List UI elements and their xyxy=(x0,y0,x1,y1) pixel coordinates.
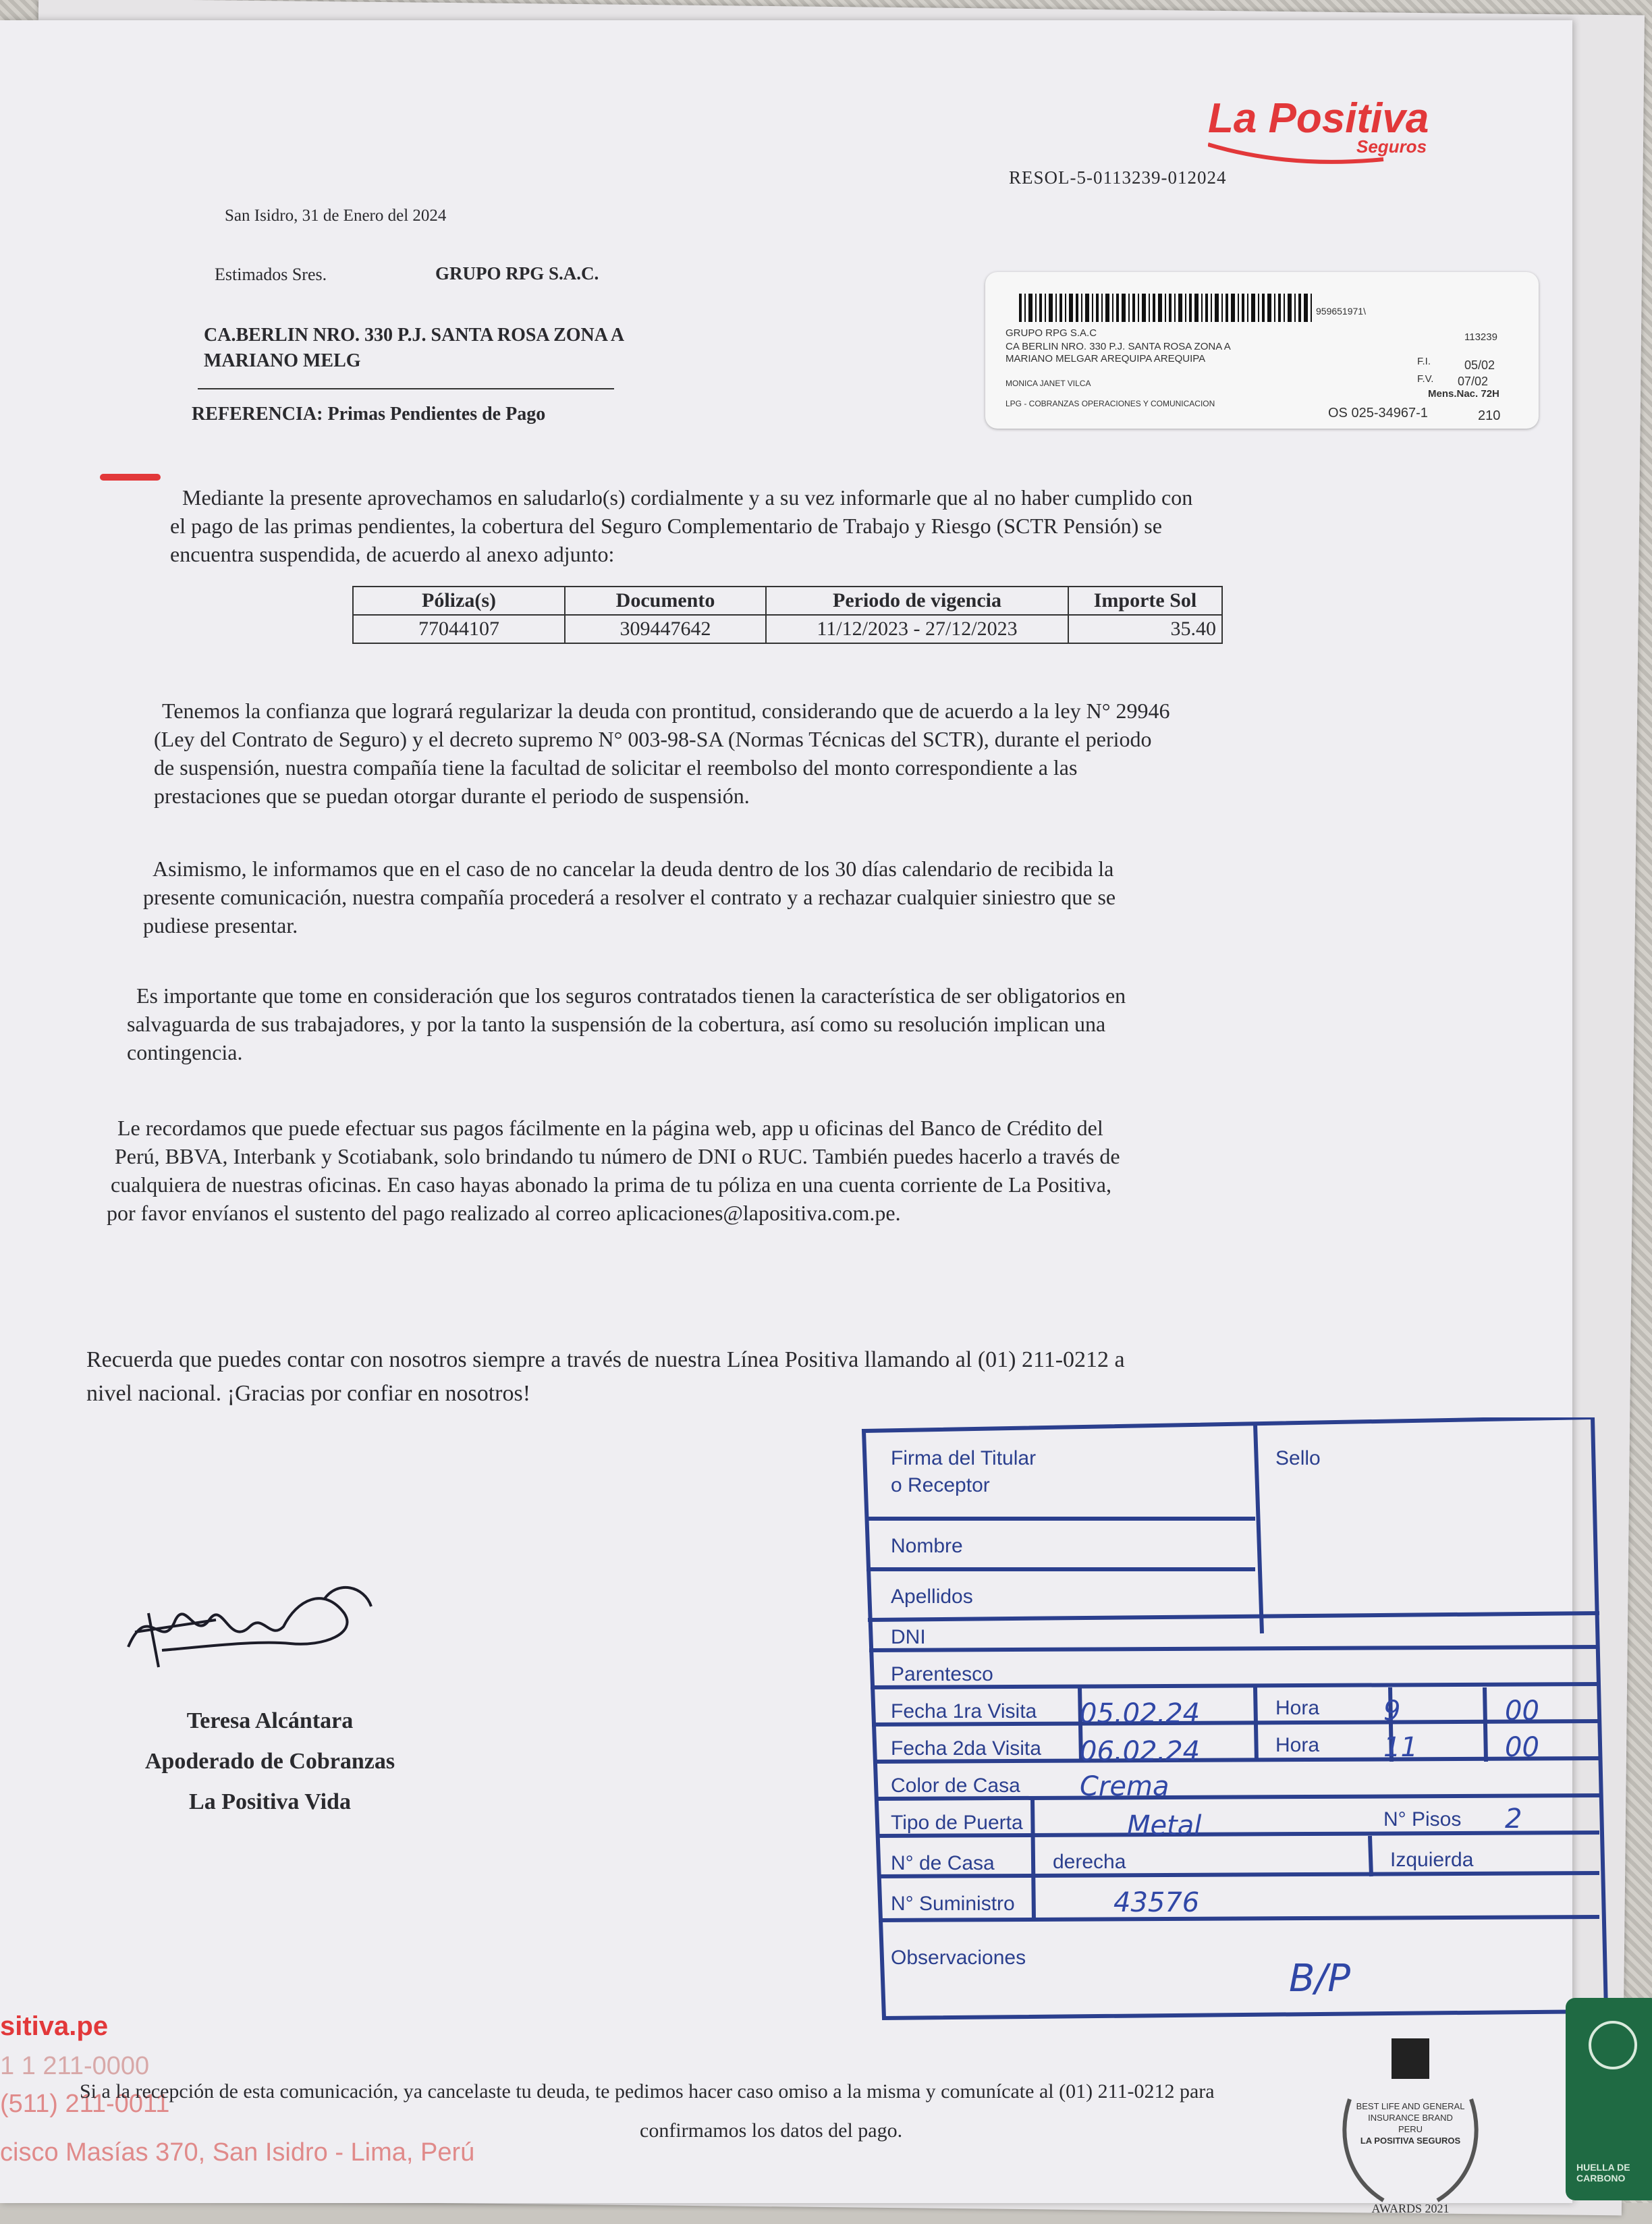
text-line: Es importante que tome en consideración que los seguros contratados tienen la característica de ser obligatorios en xyxy=(136,983,1126,1008)
badge-line-1: HUELLA DE xyxy=(1576,2162,1630,2173)
handwritten-pisos: 2 xyxy=(1505,1803,1522,1835)
text-line: Asimismo, le informamos que en el caso de no cancelar la deuda dentro de los 30 días calendario de recibida la xyxy=(153,857,1114,881)
address-line: CA.BERLIN NRO. 330 P.J. SANTA ROSA ZONA A xyxy=(204,325,625,346)
footer-phone-1: 1 1 211-0000 xyxy=(0,2052,150,2080)
table-cell: 11/12/2023 - 27/12/2023 xyxy=(766,615,1068,643)
award-line-5: AWARDS 2021 xyxy=(1371,2202,1450,2215)
logo-swoosh xyxy=(1208,135,1478,169)
stamp-label-pisos: N° Pisos xyxy=(1383,1808,1462,1830)
table-cell: 35.40 xyxy=(1068,615,1222,643)
label-dept: LPG - COBRANZAS OPERACIONES Y COMUNICACION xyxy=(1006,399,1215,408)
text-line: nivel nacional. ¡Gracias por confiar en nosotros! xyxy=(86,1381,531,1406)
label-person: MONICA JANET VILCA xyxy=(1006,379,1091,388)
text-line: Recuerda que puedes contar con nosotros siempre a través de nuestra Línea Positiva llamando al (01) 211-0212 a xyxy=(86,1347,1125,1372)
logo-subtext: Seguros xyxy=(1356,136,1427,157)
award-line-4: LA POSITIVA SEGUROS xyxy=(1360,2136,1461,2146)
footer-note-line: Si a la recepción de esta comunicación, ya cancelaste tu deuda, te pedimos hacer caso omiso a la misma y comunícate al (01) 211-0212 para xyxy=(80,2080,1215,2103)
signer-name: Teresa Alcántara xyxy=(186,1708,354,1733)
resolution-number: RESOL-5-0113239-012024 xyxy=(1009,167,1227,188)
carbon-footprint-badge xyxy=(1566,1998,1652,2200)
stamp-label-fecha2: Fecha 2da Visita xyxy=(891,1737,1041,1760)
stamp-label-suministro: N° Suministro xyxy=(891,1893,1015,1915)
stamp-label-fecha1: Fecha 1ra Visita xyxy=(891,1700,1037,1723)
text-line: (Ley del Contrato de Seguro) y el decreto supremo N° 003-98-SA (Normas Técnicas del SCTR), durante el periodo xyxy=(154,727,1152,751)
greeting: Estimados Sres. xyxy=(215,265,327,284)
text-line: por favor envíanos el sustento del pago realizado al correo aplicaciones@lapositiva.com.pe. xyxy=(107,1201,901,1225)
delivery-stamp-form xyxy=(857,1417,1652,2025)
text-line: Mediante la presente aprovechamos en saludarlo(s) cordialmente y a su vez informarle que al no haber cumplido con xyxy=(182,485,1193,510)
paragraph-6 xyxy=(86,1343,1436,1411)
stamp-label-hora1: Hora xyxy=(1275,1697,1320,1719)
text-line: Le recordamos que puede efectuar sus pagos fácilmente en la página web, app u oficinas del Banco de Crédito del xyxy=(117,1116,1103,1140)
badge-line-2: CARBONO xyxy=(1576,2173,1626,2184)
label-fv: 07/02 xyxy=(1458,375,1489,388)
stamp-label-ncasa: N° de Casa xyxy=(891,1852,995,1874)
award-laurel-icon xyxy=(1323,2038,1498,2221)
stamp-label-color: Color de Casa xyxy=(891,1774,1020,1797)
policy-table xyxy=(352,586,1223,644)
stamp-label-dni: DNI xyxy=(891,1626,926,1648)
award-badge xyxy=(1323,2038,1498,2221)
stamp-label-receptor: o Receptor xyxy=(891,1474,990,1496)
stamp-label-sello: Sello xyxy=(1275,1447,1321,1469)
label-address-2: MARIANO MELGAR AREQUIPA AREQUIPA xyxy=(1006,353,1206,364)
stamp-label-obs: Observaciones xyxy=(891,1947,1026,1969)
footer-note-line: confirmamos los datos del pago. xyxy=(640,2119,903,2142)
leaf-icon xyxy=(1566,1998,1652,2079)
shipping-label xyxy=(985,272,1539,429)
label-fi: 05/02 xyxy=(1464,358,1495,372)
stamp-label-nombre: Nombre xyxy=(891,1535,963,1557)
text-line: prestaciones que se puedan otorgar durante el periodo de suspensión. xyxy=(154,784,750,808)
handwritten-tipo: Metal xyxy=(1127,1810,1202,1841)
text-line: el pago de las primas pendientes, la cobertura del Seguro Complementario de Trabajo y Riesgo (SCTR Pensión) se xyxy=(170,514,1162,538)
text-line: de suspensión, nuestra compañía tiene la facultad de solicitar el reembolso del monto correspondiente a las xyxy=(154,755,1078,780)
handwritten-suministro: 43576 xyxy=(1113,1887,1200,1918)
handwritten-fecha1: 05.02.24 xyxy=(1080,1698,1201,1729)
label-fi-label: F.I. xyxy=(1417,356,1431,367)
stamp-label-hora2: Hora xyxy=(1275,1734,1320,1756)
logo-text: La Positiva xyxy=(1208,95,1429,142)
paragraph-2 xyxy=(154,697,1436,810)
column-header: Documento xyxy=(565,587,766,615)
paragraph-5 xyxy=(107,1114,1429,1227)
paragraph-1 xyxy=(170,483,1405,568)
stamp-label-derecha: derecha xyxy=(1053,1851,1126,1873)
footer-phone-2: (511) 211-0011 xyxy=(0,2090,170,2118)
column-header: Periodo de vigencia xyxy=(766,587,1068,615)
award-line-1: BEST LIFE AND GENERAL xyxy=(1356,2101,1465,2111)
recipient-address xyxy=(204,323,624,374)
footer-address: cisco Masías 370, San Isidro - Lima, Perú xyxy=(0,2138,475,2167)
label-mens: Mens.Nac. 72H xyxy=(1428,388,1499,400)
letter-page xyxy=(0,20,1572,2215)
text-line: encuentra suspendida, de acuerdo al anexo adjunto: xyxy=(170,542,615,566)
handwritten-color: Crema xyxy=(1080,1771,1169,1802)
letter-date: San Isidro, 31 de Enero del 2024 xyxy=(225,207,447,225)
text-line: Perú, BBVA, Interbank y Scotiabank, solo brindando tu número de DNI o RUC. También puedes hacerlo a través de xyxy=(115,1144,1120,1168)
divider xyxy=(198,388,614,389)
handwritten-hora2: 11 xyxy=(1383,1732,1418,1763)
stamp-label-parentesco: Parentesco xyxy=(891,1663,993,1685)
stamp-label-tipo: Tipo de Puerta xyxy=(891,1812,1023,1834)
award-line-2: INSURANCE BRAND xyxy=(1368,2113,1453,2123)
signer-block xyxy=(94,1701,445,1822)
address-line: MARIANO MELG xyxy=(204,350,361,371)
reference-text: Primas Pendientes de Pago xyxy=(327,404,546,425)
handwritten-obs: B/P xyxy=(1289,1957,1351,2001)
text-line: cualquiera de nuestras oficinas. En caso hayas abonado la prima de tu póliza en una cuenta corriente de La Positiva, xyxy=(111,1172,1111,1197)
recipient-company: GRUPO RPG S.A.C. xyxy=(435,263,599,283)
table-cell: 309447642 xyxy=(565,615,766,643)
reference xyxy=(192,404,545,425)
handwritten-min2: 00 xyxy=(1505,1732,1539,1763)
text-line: presente comunicación, nuestra compañía procederá a resolver el contrato y a rechazar cualquier siniestro que se xyxy=(143,885,1116,909)
text-line: pudiese presentar. xyxy=(143,913,298,938)
label-company: GRUPO RPG S.A.C xyxy=(1006,327,1097,339)
handwritten-signature xyxy=(121,1573,405,1674)
text-line: Tenemos la confianza que logrará regularizar la deuda con prontitud, considerando que de acuerdo a la ley N° 29946 xyxy=(162,699,1170,723)
column-header: Importe Sol xyxy=(1068,587,1222,615)
stamp-label-izquierda: Izquierda xyxy=(1390,1849,1474,1871)
barcode-number: 959651971\ xyxy=(1316,306,1366,317)
label-address-1: CA BERLIN NRO. 330 P.J. SANTA ROSA ZONA A xyxy=(1006,341,1231,352)
paragraph-4 xyxy=(127,981,1423,1066)
red-accent-mark xyxy=(100,474,161,481)
handwritten-min1: 00 xyxy=(1505,1696,1539,1727)
handwritten-hora1: 9 xyxy=(1383,1696,1401,1727)
stamp-label-apellidos: Apellidos xyxy=(891,1585,973,1608)
column-header: Póliza(s) xyxy=(353,587,565,615)
table-header-row xyxy=(353,587,1222,615)
signer-company: La Positiva Vida xyxy=(189,1789,351,1814)
text-line: salvaguarda de sus trabajadores, y por la tanto la suspensión de la cobertura, así como su resolución implican una xyxy=(127,1012,1106,1036)
signer-title: Apoderado de Cobranzas xyxy=(144,1749,395,1774)
barcode-icon xyxy=(1019,294,1336,322)
text-line: contingencia. xyxy=(127,1040,243,1064)
award-line-3: PERU xyxy=(1398,2124,1423,2134)
table-cell: 77044107 xyxy=(353,615,565,643)
label-number: 113239 xyxy=(1464,331,1497,343)
paragraph-3 xyxy=(143,855,1425,940)
stamp-label-firma: Firma del Titular xyxy=(891,1447,1037,1469)
footer-website: sitiva.pe xyxy=(0,2011,109,2041)
table-row xyxy=(353,615,1222,643)
label-os: OS 025-34967-1 xyxy=(1328,406,1428,421)
handwritten-fecha2: 06.02.24 xyxy=(1080,1736,1201,1767)
reference-label: REFERENCIA: xyxy=(192,404,323,425)
label-code: 210 xyxy=(1478,408,1501,423)
la-positiva-logo xyxy=(1208,94,1491,157)
label-fv-label: F.V. xyxy=(1417,373,1434,385)
